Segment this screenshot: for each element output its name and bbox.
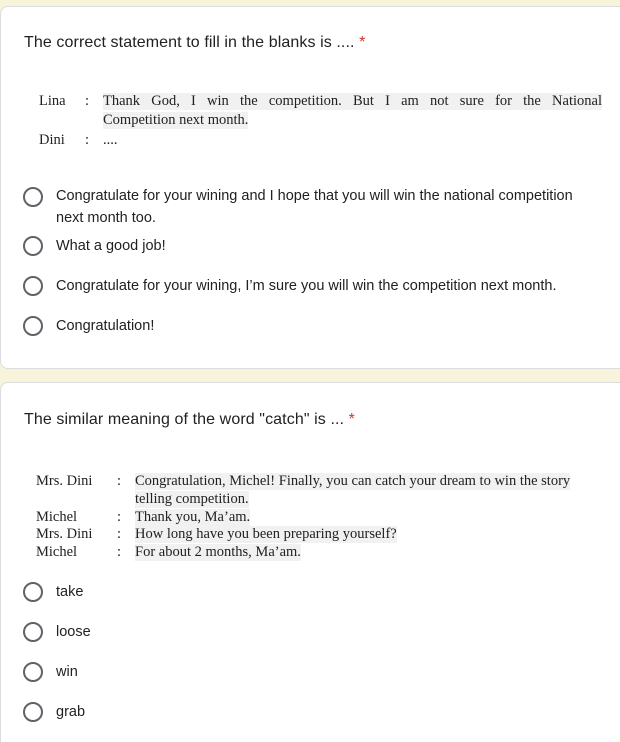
dialog-speaker: Dini xyxy=(39,132,65,148)
dialog-separator: : xyxy=(117,509,122,525)
option-label: grab xyxy=(56,704,86,720)
option-label: Congratulation! xyxy=(56,318,155,334)
dialog-line: Congratulation, Michel! Finally, you can catch your dream to win the story xyxy=(135,473,571,489)
radio-circle-icon[interactable] xyxy=(23,622,43,642)
required-mark: * xyxy=(359,34,366,51)
dialog-speaker: Michel xyxy=(36,509,78,525)
option-label: Congratulate for your wining, I’m sure you will win the competition next month. xyxy=(56,278,557,294)
dialog-image xyxy=(36,473,616,563)
dialog-line: Thank you, Ma’am. xyxy=(135,509,251,525)
radio-circle-icon[interactable] xyxy=(23,662,43,682)
dialog-speaker: Mrs. Dini xyxy=(36,526,93,542)
dialog-line: Thank God, I win the competition. But I am not sure for the National xyxy=(103,93,602,109)
question-title: The similar meaning of the word "catch" is ... * xyxy=(24,411,355,428)
dialog-line: How long have you been preparing yourself? xyxy=(135,526,397,542)
option-label: Congratulate for your wining and I hope that you will win the national competition next month too. xyxy=(56,188,573,226)
option-label: loose xyxy=(56,624,91,640)
dialog-image xyxy=(39,93,609,153)
dialog-separator: : xyxy=(117,526,122,542)
required-mark: * xyxy=(348,411,355,428)
radio-circle-icon[interactable] xyxy=(23,582,43,602)
dialog-speaker: Lina xyxy=(39,93,66,109)
dialog-line: .... xyxy=(103,132,118,148)
option-radio[interactable] xyxy=(23,701,613,723)
dialog-separator: : xyxy=(117,544,122,560)
option-label: What a good job! xyxy=(56,238,166,254)
question-card-1 xyxy=(0,6,620,369)
option-radio[interactable] xyxy=(23,661,613,683)
option-radio[interactable] xyxy=(23,315,613,337)
option-label: take xyxy=(56,584,84,600)
dialog-line: telling competition. xyxy=(135,491,249,507)
option-radio[interactable] xyxy=(23,185,613,229)
dialog-line: For about 2 months, Ma’am. xyxy=(135,544,301,560)
option-radio[interactable] xyxy=(23,235,613,257)
dialog-separator: : xyxy=(85,93,90,109)
dialog-separator: : xyxy=(117,473,122,489)
dialog-speaker: Mrs. Dini xyxy=(36,473,93,489)
radio-circle-icon[interactable] xyxy=(23,702,43,722)
dialog-line: Competition next month. xyxy=(103,112,249,128)
radio-circle-icon[interactable] xyxy=(23,276,43,296)
option-radio[interactable] xyxy=(23,581,613,603)
question-title: The correct statement to fill in the blanks is .... * xyxy=(24,34,366,51)
dialog-separator: : xyxy=(85,132,90,148)
radio-circle-icon[interactable] xyxy=(23,187,43,207)
option-radio[interactable] xyxy=(23,621,613,643)
question-card-2 xyxy=(0,382,620,742)
dialog-speaker: Michel xyxy=(36,544,78,560)
option-radio[interactable] xyxy=(23,275,613,297)
radio-circle-icon[interactable] xyxy=(23,316,43,336)
radio-circle-icon[interactable] xyxy=(23,236,43,256)
option-label: win xyxy=(56,664,78,680)
